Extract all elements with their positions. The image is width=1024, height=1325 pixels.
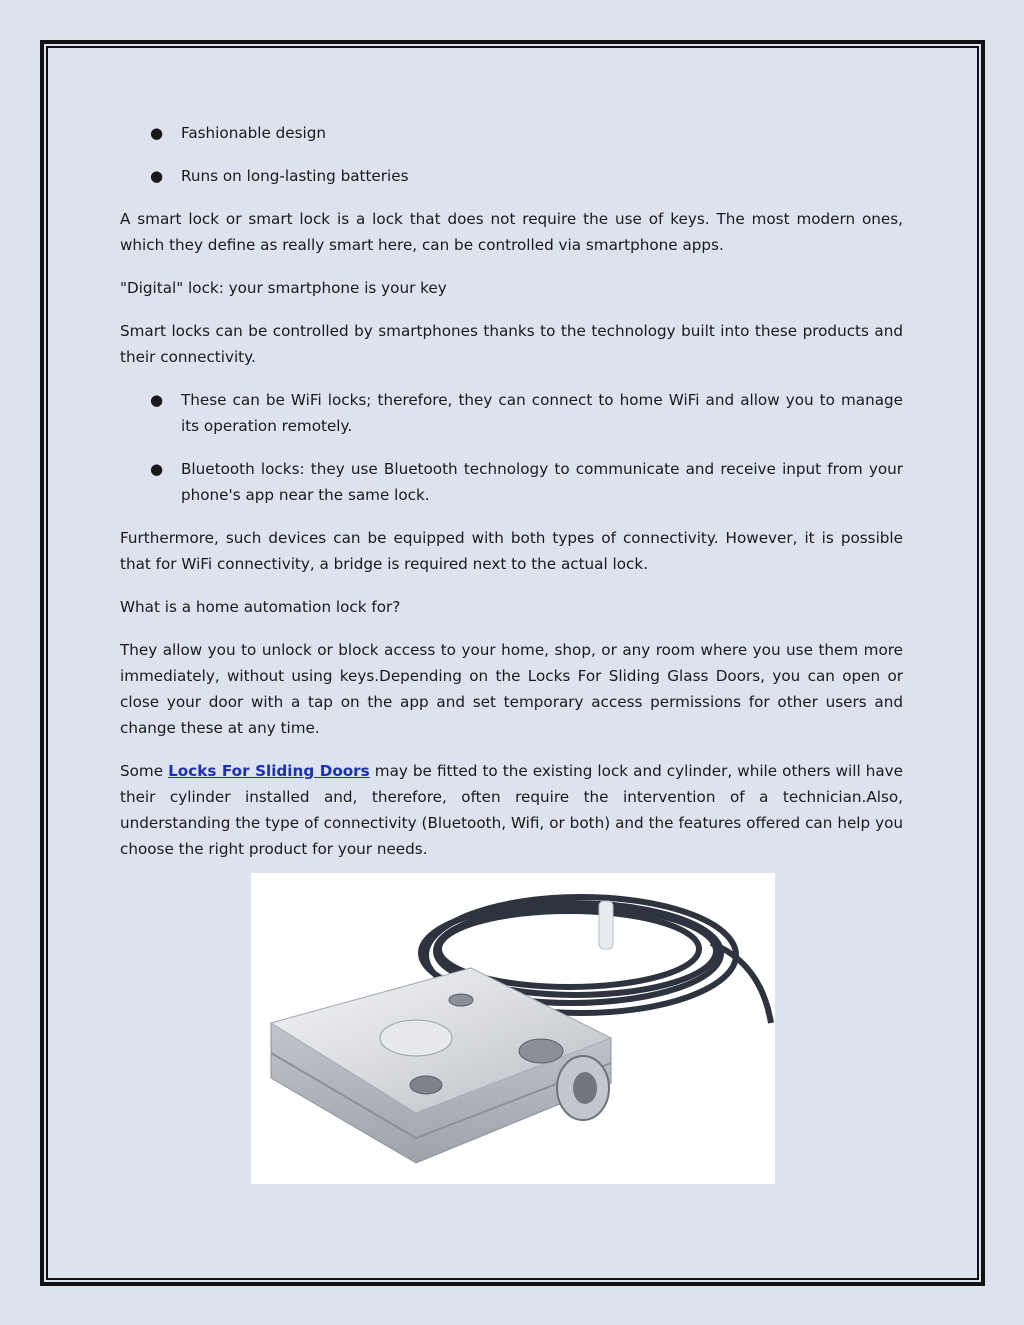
smart-lock-product-image (251, 873, 775, 1184)
bullet-icon: ● (150, 124, 164, 142)
list-item-text: Bluetooth locks: they use Bluetooth technology to communicate and receive input from your phone's app near the same lock. (181, 460, 903, 504)
bullet-icon: ● (150, 167, 164, 185)
paragraph-text: Some (120, 762, 169, 780)
paragraph-heading-purpose: What is a home automation lock for? (120, 598, 401, 616)
paragraph-allow: They allow you to unlock or block access to your home, shop, or any room where you use them more immediately, without using keys.Depending on the Locks For Sliding Glass Doors, you can open or close your door with a tap on the app and set temporary access permissions for other users and change these at any time. (120, 641, 903, 737)
bullet-icon: ● (150, 460, 164, 478)
bullet-icon: ● (150, 391, 164, 409)
paragraph-text: may be fitted to the existing lock and cylinder, while others will have their cylinder installed and, therefore, often require the intervention of a technician.Also, understanding the type of connectivity (Bluetooth, Wifi, or both) and the features offered can help you choose the right product for your needs. (120, 762, 903, 858)
list-item-text: Fashionable design (181, 124, 327, 142)
paragraph-smartphones: Smart locks can be controlled by smartphones thanks to the technology built into these products and their connectivity. (120, 322, 903, 366)
paragraph-intro: A smart lock or smart lock is a lock that does not require the use of keys. The most modern ones, which they define as really smart here, can be controlled via smartphone apps. (120, 210, 903, 254)
paragraph-some (120, 758, 903, 862)
list-item (120, 456, 903, 508)
paragraph-heading-digital: "Digital" lock: your smartphone is your key (120, 279, 447, 297)
feature-list (120, 120, 903, 189)
document-body (120, 120, 903, 879)
list-item-text: Runs on long-lasting batteries (181, 167, 409, 185)
list-item (120, 163, 903, 189)
lock-with-cable-icon (251, 873, 775, 1184)
paragraph-furthermore: Furthermore, such devices can be equipped with both types of connectivity. However, it is possible that for WiFi connectivity, a bridge is required next to the actual lock. (120, 529, 903, 573)
list-item-text: These can be WiFi locks; therefore, they can connect to home WiFi and allow you to manage its operation remotely. (181, 391, 903, 435)
list-item (120, 387, 903, 439)
connectivity-list (120, 387, 903, 508)
locks-for-sliding-doors-link[interactable]: Locks For Sliding Doors (168, 762, 370, 780)
list-item (120, 120, 903, 146)
